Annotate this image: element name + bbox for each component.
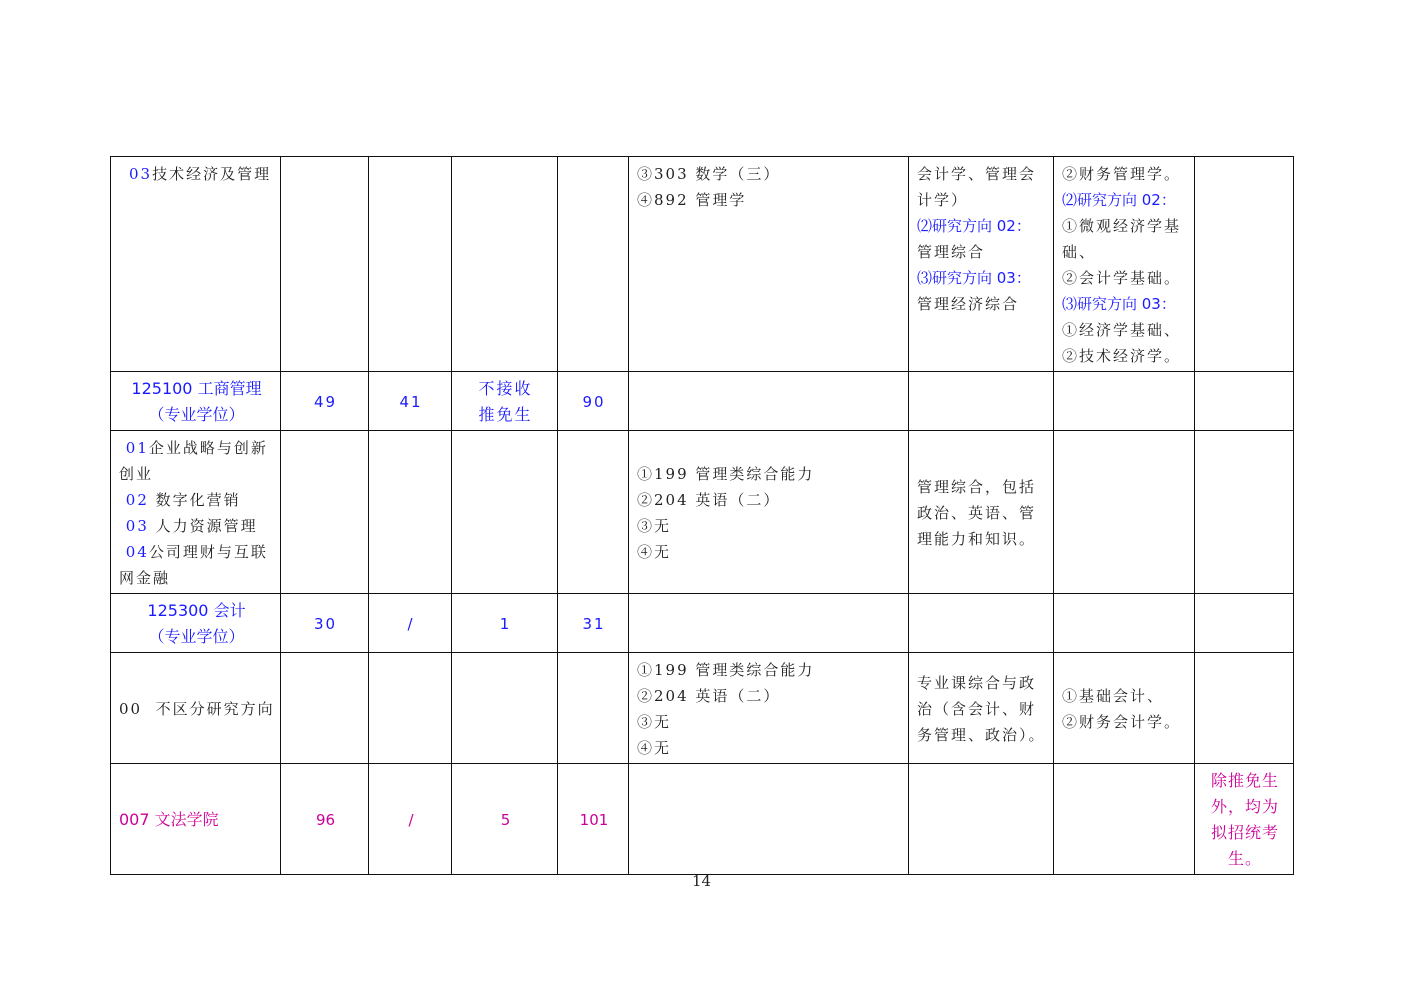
exam-subject: ③无	[637, 517, 672, 535]
direction-code: 03	[129, 165, 153, 183]
plan-total: 30	[281, 594, 369, 653]
direction-item	[119, 513, 274, 539]
plan-total: 49	[281, 372, 369, 431]
empty-cell	[1054, 594, 1195, 653]
note-cell	[1195, 157, 1294, 372]
table-row	[111, 157, 1294, 372]
table-row	[111, 764, 1294, 875]
enrollment-table	[110, 156, 1294, 875]
direction-name: 00 不区分研究方向	[119, 700, 275, 718]
plan-recommended	[452, 372, 558, 431]
reexam-text: 管理经济综合	[917, 295, 1020, 313]
empty-cell	[281, 653, 369, 764]
program-name-cell	[111, 594, 281, 653]
exam-subject: ②204 英语（二）	[637, 687, 781, 705]
empty-cell	[1195, 372, 1294, 431]
plan-sum: 101	[558, 764, 629, 875]
recommended-line: 推免生	[478, 405, 533, 424]
empty-cell	[1054, 764, 1195, 875]
direction-code: 02	[125, 491, 149, 509]
plan-unified: 41	[369, 372, 452, 431]
empty-cell	[909, 372, 1054, 431]
recommended-line: 不接收	[478, 379, 533, 398]
page-number: 14	[691, 872, 712, 890]
program-name: 125300 会计	[147, 601, 246, 620]
plan-sum: 31	[558, 594, 629, 653]
empty-cell	[369, 653, 452, 764]
note-text: 除推免生外，均为拟招统考生。	[1195, 764, 1294, 875]
program-name-cell	[111, 372, 281, 431]
empty-cell	[452, 431, 558, 594]
exam-subject: ④无	[637, 543, 672, 561]
empty-cell	[629, 372, 909, 431]
reexam-cell	[909, 653, 1054, 764]
extra-direction-title: ⑶研究方向 03：	[1062, 295, 1176, 313]
exam-subject: ①199 管理类综合能力	[637, 465, 815, 483]
direction-cell	[111, 653, 281, 764]
direction-name: 公司理财与互联网金融	[119, 543, 268, 587]
table-row	[111, 653, 1294, 764]
empty-cell	[558, 653, 629, 764]
empty-cell	[369, 431, 452, 594]
reexam-text: 专业课综合与政治（含会计、财务管理、政治）。	[917, 674, 1046, 744]
program-degree: （专业学位）	[148, 405, 245, 424]
empty-cell	[629, 594, 909, 653]
direction-cell	[111, 157, 281, 372]
empty-cell	[909, 764, 1054, 875]
reexam-text: 管理综合，包括政治、英语、管理能力和知识。	[917, 478, 1037, 548]
plan-sum: 90	[558, 372, 629, 431]
extra-text: ①基础会计、	[1062, 687, 1165, 705]
direction-item	[119, 487, 274, 513]
empty-cell	[1195, 431, 1294, 594]
college-name: 007 文法学院	[111, 764, 281, 875]
direction-item	[119, 435, 274, 487]
exam-subjects-cell	[629, 653, 909, 764]
extra-text: ②会计学基础。	[1062, 269, 1182, 287]
empty-cell	[452, 653, 558, 764]
program-degree: （专业学位）	[148, 627, 245, 646]
direction-code: 01	[125, 439, 149, 457]
extra-subjects-cell	[1054, 157, 1195, 372]
plan-unified: /	[369, 594, 452, 653]
reexam-cell	[909, 157, 1054, 372]
empty-cell	[281, 157, 369, 372]
empty-cell	[629, 764, 909, 875]
reexam-cell	[909, 431, 1054, 594]
direction-code: 04	[125, 543, 149, 561]
direction-item	[119, 539, 274, 591]
program-name: 125100 工商管理	[131, 379, 262, 398]
exam-subject: ①199 管理类综合能力	[637, 661, 815, 679]
exam-subject: ④无	[637, 739, 672, 757]
plan-total: 96	[281, 764, 369, 875]
empty-cell	[369, 157, 452, 372]
table-row	[111, 431, 1294, 594]
direction-name: 人力资源管理	[155, 517, 258, 535]
empty-cell	[452, 157, 558, 372]
direction-cell	[111, 431, 281, 594]
empty-cell	[281, 431, 369, 594]
empty-cell	[1195, 653, 1294, 764]
table-row	[111, 372, 1294, 431]
reexam-text: 会计学、管理会计学）	[917, 165, 1037, 209]
empty-cell	[558, 431, 629, 594]
exam-subjects-cell	[629, 431, 909, 594]
direction-name: 企业战略与创新创业	[119, 439, 268, 483]
exam-subject: ④892 管理学	[637, 191, 747, 209]
reexam-direction-title: ⑶研究方向 03：	[917, 269, 1031, 287]
reexam-direction-title: ⑵研究方向 02：	[917, 217, 1031, 235]
extra-text: ②财务管理学。	[1062, 165, 1182, 183]
direction-name: 数字化营销	[155, 491, 241, 509]
exam-subject: ③无	[637, 713, 672, 731]
empty-cell	[558, 157, 629, 372]
extra-direction-title: ⑵研究方向 02：	[1062, 191, 1176, 209]
table-row	[111, 594, 1294, 653]
exam-subject: ③303 数学（三）	[637, 165, 781, 183]
plan-recommended: 1	[452, 594, 558, 653]
empty-cell	[909, 594, 1054, 653]
direction-name: 技术经济及管理	[152, 165, 272, 183]
reexam-text: 管理综合	[917, 243, 986, 261]
direction-code: 03	[125, 517, 149, 535]
extra-text: ②财务会计学。	[1062, 713, 1182, 731]
extra-text: ②技术经济学。	[1062, 347, 1182, 365]
exam-subjects-cell	[629, 157, 909, 372]
empty-cell	[1054, 372, 1195, 431]
plan-unified: /	[369, 764, 452, 875]
extra-text: ①经济学基础、	[1062, 321, 1182, 339]
plan-recommended: 5	[452, 764, 558, 875]
empty-cell	[1054, 431, 1195, 594]
exam-subject: ②204 英语（二）	[637, 491, 781, 509]
extra-text: ①微观经济学基础、	[1062, 217, 1182, 261]
empty-cell	[1195, 594, 1294, 653]
extra-subjects-cell	[1054, 653, 1195, 764]
